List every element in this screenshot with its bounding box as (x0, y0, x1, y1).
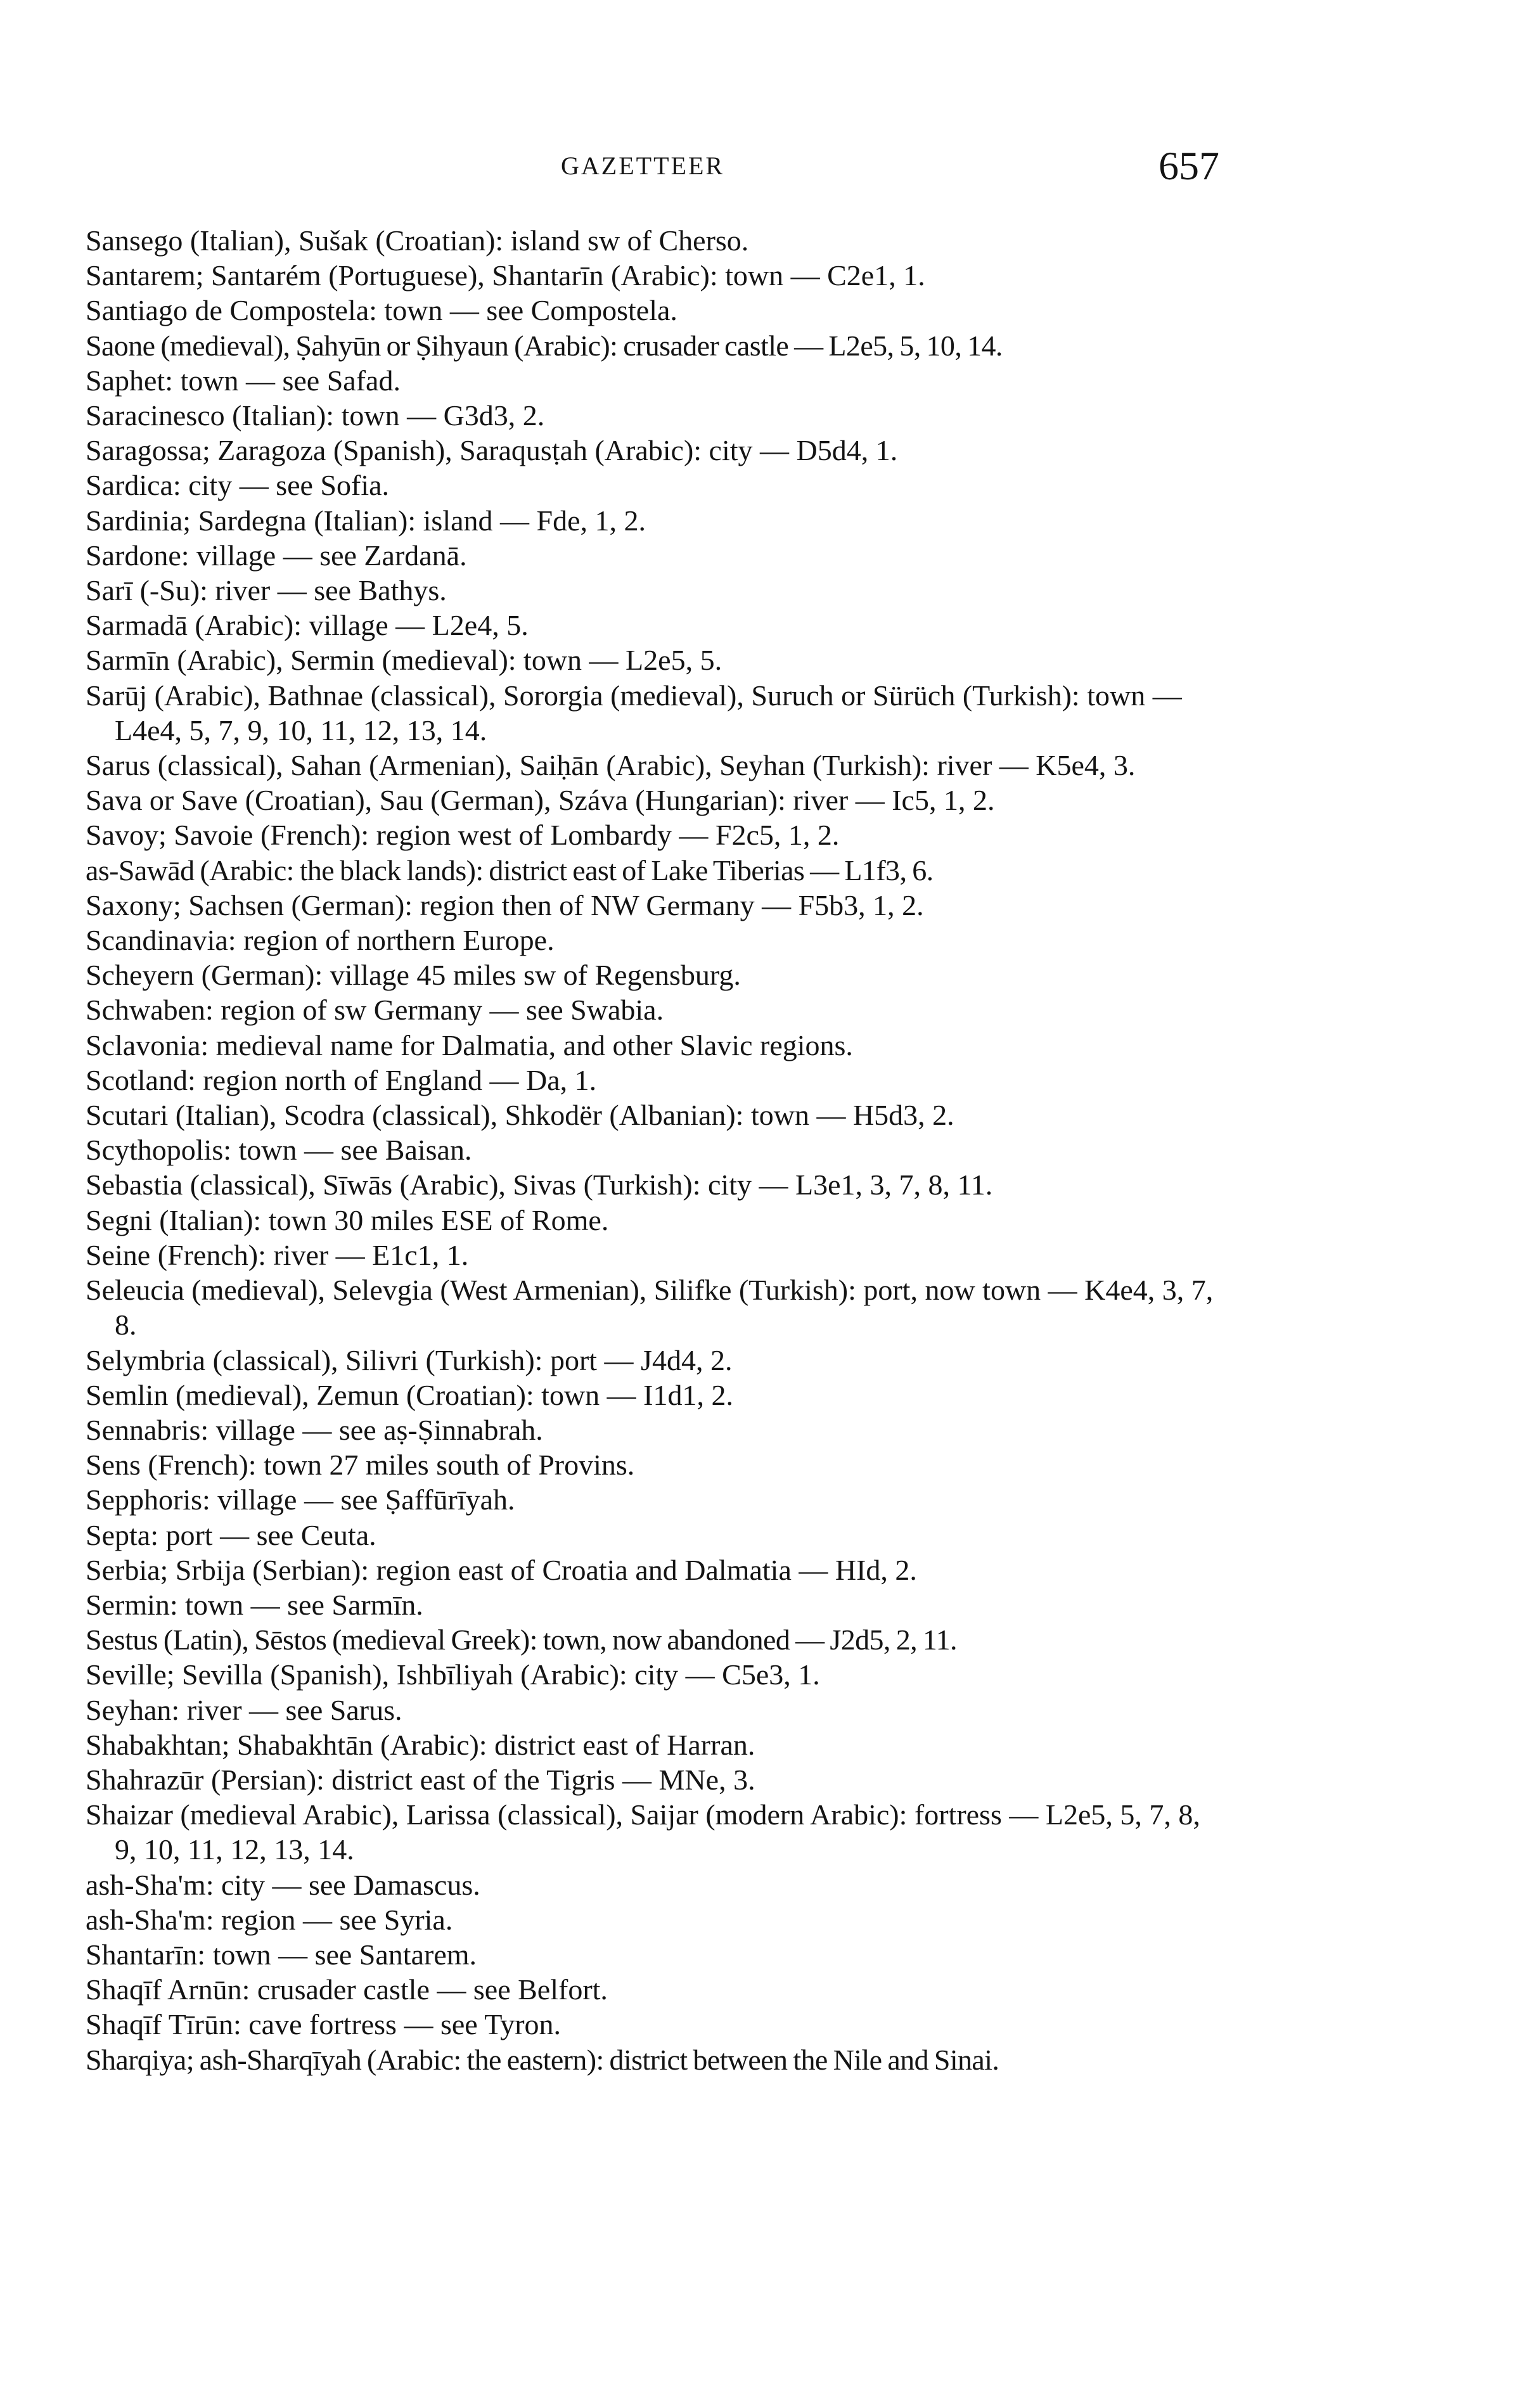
gazetteer-entry: Sarī (-Su): river — see Bathys. (86, 574, 447, 607)
gazetteer-entry: Shabakhtan; Shabakhtān (Arabic): district east of Harran. (86, 1728, 755, 1761)
gazetteer-entry: Santarem; Santarém (Portuguese), Shantarīn (Arabic): town — C2e1, 1. (86, 259, 925, 292)
gazetteer-entry: Sebastia (classical), Sīwās (Arabic), Sivas (Turkish): city — L3e1, 3, 7, 8, 11. (86, 1169, 993, 1201)
gazetteer-entry: Selymbria (classical), Silivri (Turkish): port — J4d4, 2. (86, 1343, 733, 1376)
gazetteer-entry-list (86, 223, 1220, 2077)
gazetteer-entry: Scythopolis: town — see Baisan. (86, 1134, 472, 1167)
gazetteer-entry: Seville; Sevilla (Spanish), Ishbīliyah (Arabic): city — C5e3, 1. (86, 1658, 820, 1691)
gazetteer-entry: Scheyern (German): village 45 miles sw of Regensburg. (86, 959, 741, 992)
gazetteer-entry: as-Sawād (Arabic: the black lands): district east of Lake Tiberias — L1f3, 6. (86, 854, 934, 887)
gazetteer-entry: Sharqiya; ash-Sharqīyah (Arabic: the eastern): district between the Nile and Sinai. (86, 2043, 999, 2076)
gazetteer-entry: Sclavonia: medieval name for Dalmatia, and other Slavic regions. (86, 1028, 853, 1061)
gazetteer-entry: Semlin (medieval), Zemun (Croatian): town — I1d1, 2. (86, 1378, 733, 1411)
running-head (0, 143, 1521, 188)
gazetteer-entry: Sarūj (Arabic), Bathnae (classical), Sororgia (medieval), Suruch or Sürüch (Turkish): town — L4e4, 5, 7, 9, 10, 11, 12, 13, 14. (86, 679, 1182, 746)
gazetteer-entry: Sermin: town — see Sarmīn. (86, 1588, 423, 1621)
gazetteer-entry: Saxony; Sachsen (German): region then of NW Germany — F5b3, 1, 2. (86, 888, 924, 921)
gazetteer-entry: Shaizar (medieval Arabic), Larissa (classical), Saijar (modern Arabic): fortress — L2e5, 5, 7, 8, 9, 10, 11, 12, 13, 14. (86, 1798, 1200, 1866)
gazetteer-entry: Shaqīf Tīrūn: cave fortress — see Tyron. (86, 2008, 562, 2041)
gazetteer-entry: Scotland: region north of England — Da, 1. (86, 1063, 597, 1096)
gazetteer-entry: Sens (French): town 27 miles south of Provins. (86, 1449, 635, 1482)
gazetteer-entry: Shaqīf Arnūn: crusader castle — see Belfort. (86, 1973, 608, 2006)
gazetteer-entry: Sarmadā (Arabic): village — L2e4, 5. (86, 609, 529, 642)
gazetteer-entry: Sansego (Italian), Sušak (Croatian): island sw of Cherso. (86, 224, 749, 257)
gazetteer-entry: Seleucia (medieval), Selevgia (West Armenian), Silifke (Turkish): port, now town — K4e4, 3, 7, 8. (86, 1274, 1214, 1342)
gazetteer-entry: Sava or Save (Croatian), Sau (German), Száva (Hungarian): river — Ic5, 1, 2. (86, 784, 995, 817)
gazetteer-entry: Sepphoris: village — see Ṣaffūrīyah. (86, 1483, 515, 1516)
gazetteer-entry: Santiago de Compostela: town — see Compostela. (86, 294, 677, 327)
gazetteer-entry: Segni (Italian): town 30 miles ESE of Rome. (86, 1203, 609, 1236)
gazetteer-entry: Sardica: city — see Sofia. (86, 469, 390, 502)
gazetteer-entry: ash-Sha'm: city — see Damascus. (86, 1868, 480, 1901)
gazetteer-entry: Scutari (Italian), Scodra (classical), Shkodër (Albanian): town — H5d3, 2. (86, 1099, 954, 1132)
gazetteer-entry: Sestus (Latin), Sēstos (medieval Greek): town, now abandoned — J2d5, 2, 11. (86, 1623, 957, 1656)
gazetteer-entry: Saracinesco (Italian): town — G3d3, 2. (86, 399, 545, 432)
gazetteer-entry: Shantarīn: town — see Santarem. (86, 1938, 477, 1971)
page-number: 657 (1158, 143, 1219, 188)
gazetteer-entry: Saphet: town — see Safad. (86, 364, 401, 397)
page-title: GAZETTEER (561, 151, 725, 180)
gazetteer-entry: Scandinavia: region of northern Europe. (86, 924, 555, 957)
gazetteer-entry: Schwaben: region of sw Germany — see Swabia. (86, 994, 664, 1027)
gazetteer-entry: Savoy; Savoie (French): region west of Lombardy — F2c5, 1, 2. (86, 819, 840, 852)
gazetteer-entry: Sardinia; Sardegna (Italian): island — Fde, 1, 2. (86, 504, 646, 537)
gazetteer-entry: Sardone: village — see Zardanā. (86, 539, 467, 572)
gazetteer-entry: Sarmīn (Arabic), Sermin (medieval): town — L2e5, 5. (86, 644, 722, 677)
gazetteer-entry: Seine (French): river — E1c1, 1. (86, 1238, 469, 1271)
gazetteer-entry: Shahrazūr (Persian): district east of the Tigris — MNe, 3. (86, 1763, 755, 1796)
gazetteer-entry: ash-Sha'm: region — see Syria. (86, 1903, 453, 1936)
gazetteer-entry: Serbia; Srbija (Serbian): region east of Croatia and Dalmatia — HId, 2. (86, 1553, 917, 1586)
gazetteer-entry: Septa: port — see Ceuta. (86, 1518, 376, 1551)
gazetteer-entry: Sarus (classical), Sahan (Armenian), Saiḥān (Arabic), Seyhan (Turkish): river — K5e4, 3. (86, 749, 1136, 782)
gazetteer-entry: Sennabris: village — see aṣ-Ṣinnabrah. (86, 1413, 543, 1446)
gazetteer-entry: Saone (medieval), Ṣahyūn or Ṣihyaun (Arabic): crusader castle — L2e5, 5, 10, 14. (86, 329, 1003, 362)
gazetteer-entry: Saragossa; Zaragoza (Spanish), Saraqusṭah (Arabic): city — D5d4, 1. (86, 434, 898, 467)
gazetteer-entry: Seyhan: river — see Sarus. (86, 1693, 402, 1726)
